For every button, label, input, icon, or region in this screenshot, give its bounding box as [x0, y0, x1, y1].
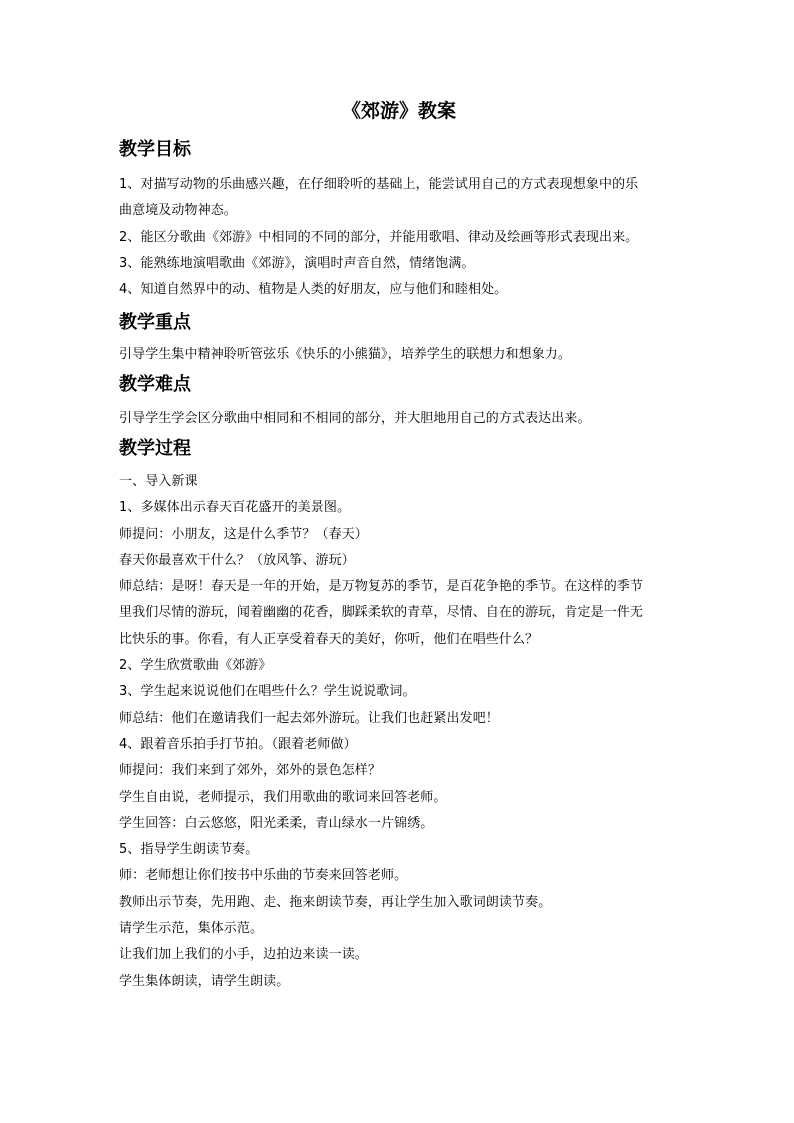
page-title: 《郊游》教案: [341, 100, 456, 122]
section-heading-process: 教学过程: [119, 438, 191, 459]
section-heading-key-points: 教学重点: [119, 312, 191, 333]
section-body-difficulties: [119, 406, 679, 432]
text-line: 曲意境及动物神态。: [119, 203, 237, 219]
text-line: 春天你最喜欢干什么？（放风筝、游玩）: [119, 552, 355, 568]
text-line: 1、多媒体出示春天百花盛开的美景图。: [119, 500, 351, 516]
text-line: 学生回答：白云悠悠，阳光柔柔，青山绿水一片锦绣。: [119, 815, 434, 831]
text-line: 师提问：小朋友，这是什么季节？（春天）: [119, 526, 368, 542]
text-line: 学生集体朗读，请学生朗读。: [119, 973, 290, 989]
section-heading-difficulties: 教学难点: [119, 374, 191, 395]
text-line: 教师出示节奏，先用跑、走、拖来朗读节奏，再让学生加入歌词朗读节奏。: [119, 894, 552, 910]
text-line: 4、跟着音乐拍手打节拍。（跟着老师做）: [119, 736, 357, 752]
section-heading-goals: 教学目标: [119, 139, 191, 160]
section-body-goals: [119, 172, 679, 303]
text-line: 师提问：我们来到了郊外，郊外的景色怎样？: [119, 763, 382, 779]
text-line: 引导学生集中精神聆听管弦乐《快乐的小熊猫》，培养学生的联想力和想象力。: [119, 347, 572, 362]
text-line: 4、知道自然界中的动、植物是人类的好朋友，应与他们和睦相处。: [119, 282, 508, 298]
text-line: 5、指导学生朗读节奏。: [119, 842, 259, 858]
text-line: 师总结：他们在邀请我们一起去郊外游玩。让我们也赶紧出发吧！: [119, 710, 499, 726]
text-line: 3、能熟练地演唱歌曲《郊游》，演唱时声音自然，情绪饱满。: [119, 255, 475, 271]
text-line: 学生自由说，老师提示，我们用歌曲的歌词来回答老师。: [119, 789, 447, 805]
text-line: 一、导入新课: [119, 474, 198, 489]
text-line: 2、学生欣赏歌曲《郊游》: [119, 658, 272, 674]
section-body-process: [119, 469, 679, 995]
text-line: 师总结：是呀！春天是一年的开始，是万物复苏的季节，是百花争艳的季节。在这样的季节: [119, 579, 644, 595]
text-line: 3、学生起来说说他们在唱些什么？学生说说歌词。: [119, 684, 416, 700]
text-line: 让我们加上我们的小手，边拍边来读一读。: [119, 947, 368, 963]
text-line: 师：老师想让你们按书中乐曲的节奏来回答老师。: [119, 868, 408, 884]
text-line: 比快乐的事。你看，有人正享受着春天的美好，你听，他们在唱些什么？: [119, 631, 539, 647]
section-body-key-points: [119, 342, 679, 368]
text-line: 里我们尽情的游玩，闻着幽幽的花香，脚踩柔软的青草，尽情、自在的游玩，肯定是一件无: [119, 605, 644, 621]
text-line: 请学生示范，集体示范。: [119, 921, 264, 937]
text-line: 1、对描写动物的乐曲感兴趣，在仔细聆听的基础上，能尝试用自己的方式表现想象中的乐: [119, 177, 639, 192]
text-line: 2、能区分歌曲《郊游》中相同的不同的部分，并能用歌唱、律动及绘画等形式表现出来。: [119, 229, 639, 245]
text-line: 引导学生学会区分歌曲中相同和不相同的部分，并大胆地用自己的方式表达出来。: [119, 411, 591, 426]
